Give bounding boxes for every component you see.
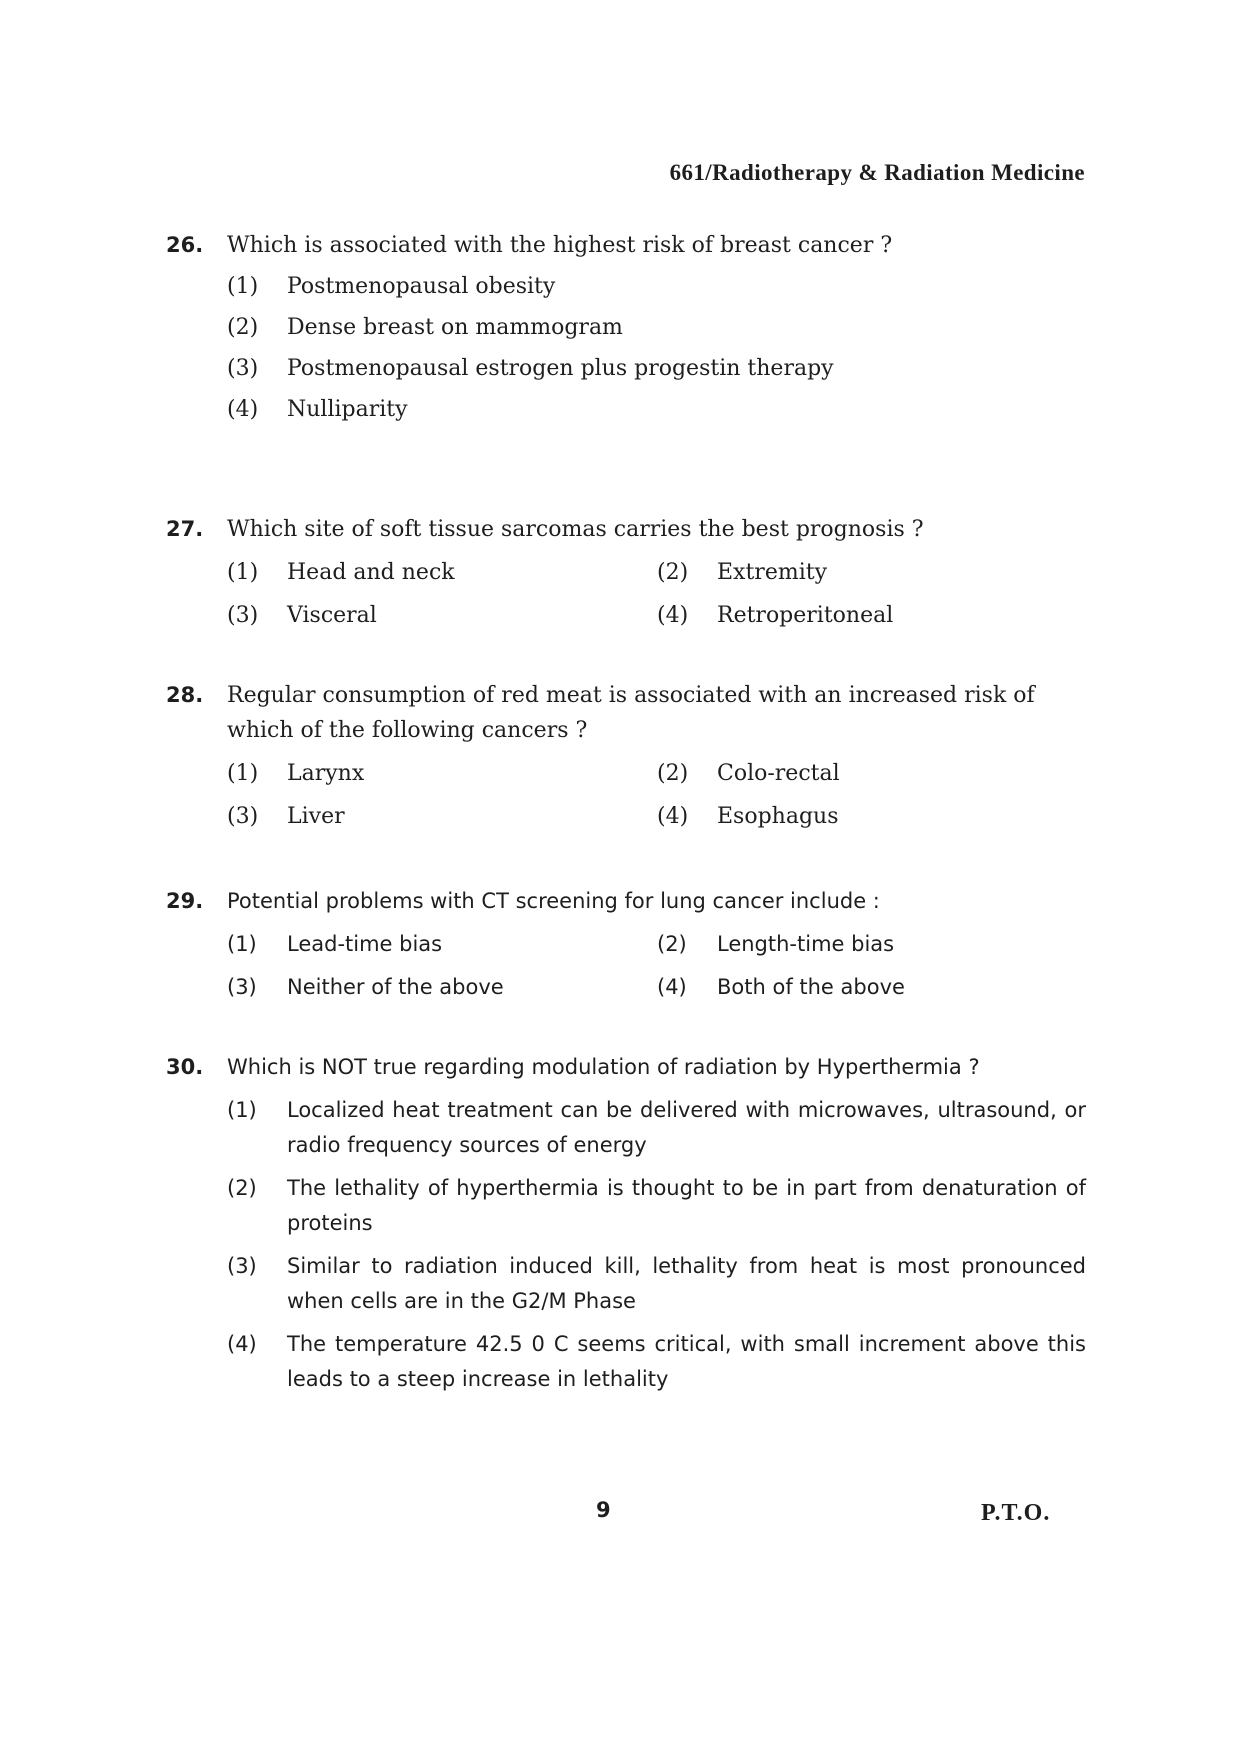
option-number: (1) [227, 932, 257, 956]
option-number: (2) [657, 932, 687, 956]
option-text: Neither of the above [287, 975, 504, 999]
option [227, 1249, 1086, 1319]
option-number: (3) [227, 975, 257, 999]
option-number: (3) [227, 603, 259, 628]
option-number: (1) [227, 560, 259, 585]
option [227, 1093, 1086, 1163]
option-number: (1) [227, 274, 259, 299]
option-text: Length-time bias [717, 932, 895, 956]
option [657, 555, 1087, 590]
page-header-title: 661/Radiotherapy & Radiation Medicine [669, 160, 1085, 185]
option-text: Localized heat treatment can be delivered with microwaves, ultrasound, or radio frequency sources of energy [287, 1098, 1086, 1157]
option [227, 1327, 1086, 1397]
option-text: Postmenopausal obesity [287, 274, 556, 299]
option [657, 799, 1087, 834]
option-text: The temperature 42.5 0 C seems critical, with small increment above this leads to a steep increase in lethality [287, 1332, 1086, 1391]
option-text: Head and neck [287, 560, 455, 585]
question-text: Which is NOT true regarding modulation of radiation by Hyperthermia ? [227, 1055, 980, 1079]
option-number: (1) [227, 1098, 257, 1122]
option-text: Both of the above [717, 975, 905, 999]
question-text: Which site of soft tissue sarcomas carries the best prognosis ? [227, 517, 924, 542]
option-number: (1) [227, 761, 259, 786]
options-list [227, 555, 1086, 633]
pto-label: P.T.O. [981, 1500, 1051, 1526]
option [227, 799, 657, 834]
option-text: The lethality of hyperthermia is thought to be in part from denaturation of proteins [287, 1176, 1086, 1235]
options-list [227, 1093, 1086, 1397]
option [227, 927, 657, 962]
option-number: (4) [657, 975, 687, 999]
option-text: Nulliparity [287, 397, 408, 422]
option-text: Lead-time bias [287, 932, 443, 956]
options-list [227, 756, 1086, 834]
option-number: (4) [227, 1332, 257, 1356]
question-text: Which is associated with the highest risk of breast cancer ? [227, 233, 893, 258]
option [657, 756, 1087, 791]
option-text: Visceral [287, 603, 377, 628]
option-text: Colo-rectal [717, 761, 840, 786]
question-number: 29. [166, 889, 204, 913]
option-text: Dense breast on mammogram [287, 315, 623, 340]
options-list [227, 927, 1086, 1005]
question-number: 26. [166, 233, 204, 257]
question-29 [166, 884, 1086, 1005]
option [227, 1171, 1086, 1241]
option [227, 269, 1086, 304]
question-27 [166, 512, 1086, 633]
option [227, 351, 1086, 386]
option [227, 970, 657, 1005]
option-text: Postmenopausal estrogen plus progestin therapy [287, 356, 834, 381]
option [227, 392, 1086, 427]
option-number: (3) [227, 356, 259, 381]
option-number: (3) [227, 804, 259, 829]
option [227, 598, 657, 633]
question-number: 27. [166, 517, 204, 541]
page-number: 9 [596, 1498, 611, 1522]
option-number: (4) [227, 397, 259, 422]
option [657, 970, 1087, 1005]
question-text: Potential problems with CT screening for lung cancer include : [227, 889, 880, 913]
option-text: Retroperitoneal [717, 603, 894, 628]
option-number: (4) [657, 603, 689, 628]
option [227, 756, 657, 791]
option-text: Esophagus [717, 804, 839, 829]
option-number: (3) [227, 1254, 257, 1278]
question-26 [166, 228, 1086, 427]
option-number: (2) [657, 560, 689, 585]
question-text: Regular consumption of red meat is associated with an increased risk of which of the following cancers ? [227, 683, 1035, 743]
question-28 [166, 678, 1086, 834]
question-number: 28. [166, 683, 204, 707]
option-number: (4) [657, 804, 689, 829]
option [657, 598, 1087, 633]
option-text: Larynx [287, 761, 365, 786]
option [657, 927, 1087, 962]
option-text: Extremity [717, 560, 828, 585]
option-number: (2) [657, 761, 689, 786]
question-number: 30. [166, 1055, 204, 1079]
option-number: (2) [227, 1176, 257, 1200]
option [227, 310, 1086, 345]
option-text: Liver [287, 804, 345, 829]
option-number: (2) [227, 315, 259, 340]
option [227, 555, 657, 590]
options-list [227, 269, 1086, 427]
question-30 [166, 1050, 1086, 1397]
option-text: Similar to radiation induced kill, lethality from heat is most pronounced when cells are in the G2/M Phase [287, 1254, 1086, 1313]
